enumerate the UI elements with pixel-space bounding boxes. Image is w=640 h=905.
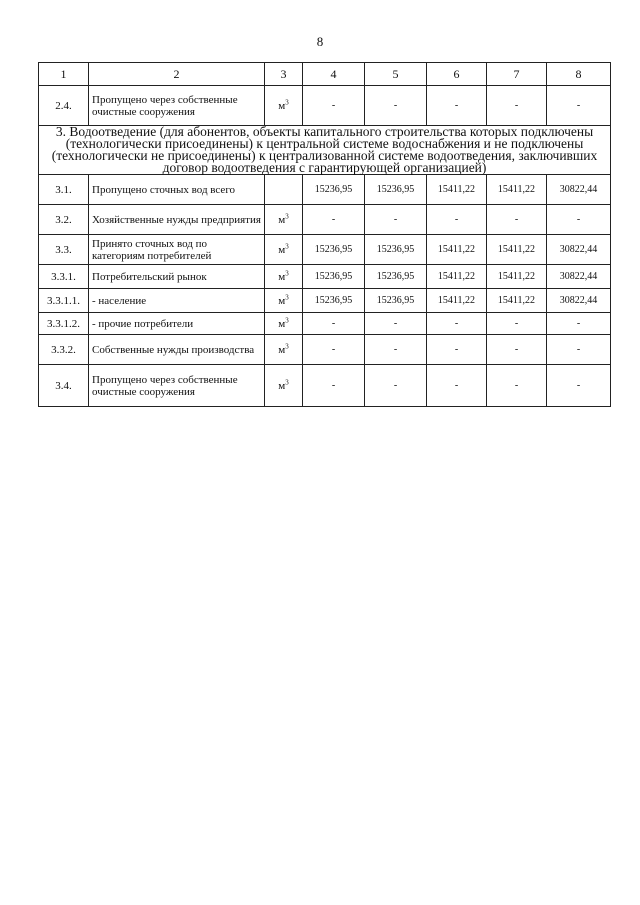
cell-value: - [427, 365, 487, 407]
row-name: Пропущено через собственные очистные сооружения [89, 365, 265, 407]
cell-value: - [303, 365, 365, 407]
row-unit: $м^3$ [265, 235, 303, 265]
section-title: 3. Водоотведение (для абонентов, объекты капитального строительства которых подключены (технологически присоединены) к центральной системе водоснабжения и не подключены (технологически не присоединены) к централизованной системе водоотведения, заключивших договор водоотведения с гарантирующей организацией) [39, 126, 611, 175]
cell-value: 15236,95 [303, 289, 365, 313]
cell-value: 15411,22 [487, 175, 547, 205]
row-number: 3.3.1. [39, 265, 89, 289]
page-number: 8 [316, 34, 324, 49]
row-name: - прочие потребители [89, 313, 265, 335]
cell-value: 15236,95 [303, 175, 365, 205]
cell-value: - [427, 86, 487, 126]
table-row [39, 289, 611, 313]
header-cell: 4 [303, 63, 365, 86]
header-cell: 8 [547, 63, 611, 86]
cell-value: - [427, 205, 487, 235]
row-name: Пропущено сточных вод всего [89, 175, 265, 205]
row-name: Пропущено через собственные очистные сооружения [89, 86, 265, 126]
cell-value: - [303, 335, 365, 365]
cell-value: 15411,22 [487, 265, 547, 289]
cell-value: 15236,95 [365, 235, 427, 265]
table-row [39, 365, 611, 407]
cell-value: - [303, 86, 365, 126]
row-name: - население [89, 289, 265, 313]
row-number: 2.4. [39, 86, 89, 126]
cell-value: - [303, 313, 365, 335]
table-row [39, 335, 611, 365]
cell-value: - [427, 313, 487, 335]
cell-value: 15236,95 [303, 265, 365, 289]
cell-value: 15411,22 [427, 265, 487, 289]
cell-value: 30822,44 [547, 289, 611, 313]
cell-value: - [547, 365, 611, 407]
cell-value: 15411,22 [427, 175, 487, 205]
row-name: Хозяйственные нужды предприятия [89, 205, 265, 235]
table-row [39, 205, 611, 235]
table-row [39, 313, 611, 335]
cell-value: - [547, 205, 611, 235]
table-row [39, 235, 611, 265]
cell-value: - [303, 205, 365, 235]
table-row [39, 86, 611, 126]
cell-value: 15236,95 [303, 235, 365, 265]
cell-value: 15236,95 [365, 265, 427, 289]
header-cell: 3 [265, 63, 303, 86]
cell-value: - [365, 205, 427, 235]
cell-value: - [487, 335, 547, 365]
cell-value: - [547, 313, 611, 335]
section-row [39, 126, 611, 175]
row-unit: $м^3$ [265, 265, 303, 289]
header-cell: 7 [487, 63, 547, 86]
cell-value: - [487, 86, 547, 126]
row-unit [265, 175, 303, 205]
cell-value: 30822,44 [547, 265, 611, 289]
row-number: 3.4. [39, 365, 89, 407]
table-row [39, 265, 611, 289]
cell-value: - [487, 205, 547, 235]
header-cell: 5 [365, 63, 427, 86]
data-table [38, 62, 611, 407]
cell-value: - [547, 335, 611, 365]
row-number: 3.3. [39, 235, 89, 265]
row-unit: $м^3$ [265, 86, 303, 126]
cell-value: 15411,22 [427, 235, 487, 265]
cell-value: - [487, 365, 547, 407]
row-name: Потребительский рынок [89, 265, 265, 289]
cell-value: 15236,95 [365, 175, 427, 205]
row-unit: $м^3$ [265, 289, 303, 313]
row-number: 3.3.1.1. [39, 289, 89, 313]
cell-value: - [365, 365, 427, 407]
cell-value: - [547, 86, 611, 126]
row-number: 3.2. [39, 205, 89, 235]
cell-value: - [365, 335, 427, 365]
cell-value: - [487, 313, 547, 335]
row-unit: $м^3$ [265, 313, 303, 335]
row-unit: $м^3$ [265, 205, 303, 235]
cell-value: 15236,95 [365, 289, 427, 313]
cell-value: 15411,22 [427, 289, 487, 313]
cell-value: - [365, 86, 427, 126]
row-unit: $м^3$ [265, 365, 303, 407]
row-number: 3.1. [39, 175, 89, 205]
cell-value: 30822,44 [547, 235, 611, 265]
cell-value: 15411,22 [487, 289, 547, 313]
cell-value: 30822,44 [547, 175, 611, 205]
row-name: Принято сточных вод по категориям потребителей [89, 235, 265, 265]
row-number: 3.3.1.2. [39, 313, 89, 335]
cell-value: - [365, 313, 427, 335]
row-unit: $м^3$ [265, 335, 303, 365]
header-cell: 1 [39, 63, 89, 86]
header-cell: 6 [427, 63, 487, 86]
cell-value: - [427, 335, 487, 365]
row-number: 3.3.2. [39, 335, 89, 365]
header-row [39, 63, 611, 86]
header-cell: 2 [89, 63, 265, 86]
row-name: Собственные нужды производства [89, 335, 265, 365]
table-row [39, 175, 611, 205]
cell-value: 15411,22 [487, 235, 547, 265]
